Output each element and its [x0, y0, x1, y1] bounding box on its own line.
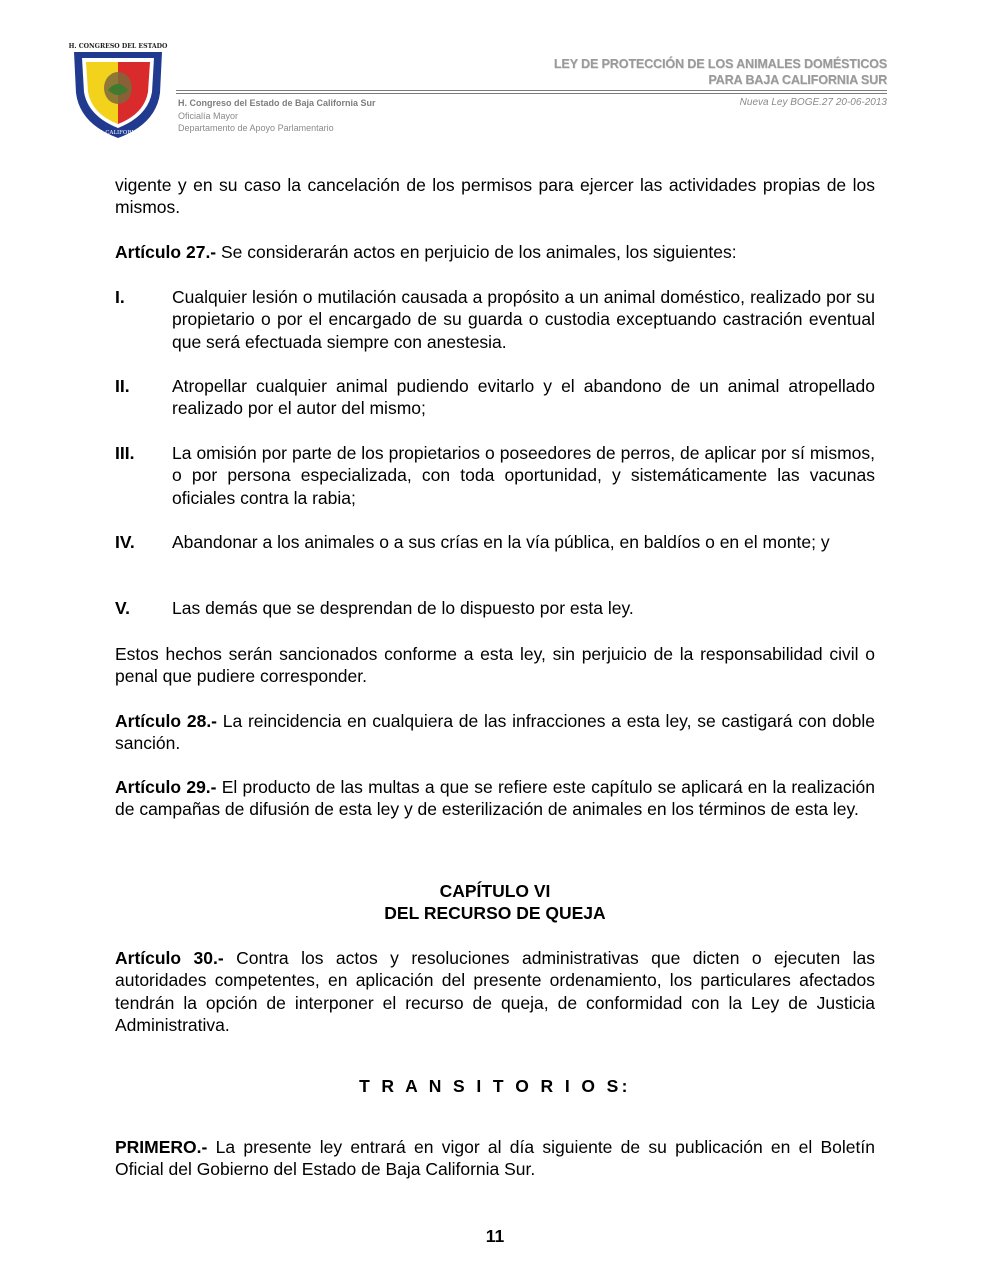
article-29	[115, 776, 875, 821]
article-28-label: Artículo 28.-	[115, 711, 218, 731]
org-office: Oficialía Mayor	[178, 111, 239, 121]
list-item-ii	[115, 375, 875, 420]
article-27-label: Artículo 27.-	[115, 242, 217, 262]
item-number: IV.	[115, 532, 135, 552]
article-27-heading	[115, 241, 875, 263]
primero-label: PRIMERO.-	[115, 1137, 208, 1157]
congress-seal-logo	[68, 38, 168, 142]
item-text: Cualquier lesión o mutilación causada a propósito a un animal doméstico, realizado por su propietario o por el encargado de su guarda o custodia exceptuando castración eventual que será efectuada siempre con anestesia.	[172, 287, 875, 352]
article-28	[115, 710, 875, 755]
list-item-iv	[115, 531, 875, 553]
logo-bottom-text: DE BAJA CALIFORNIA SUR	[79, 130, 157, 136]
org-name: H. Congreso del Estado de Baja California Sur	[178, 98, 376, 108]
article-29-label: Artículo 29.-	[115, 777, 217, 797]
list-item-v	[115, 597, 875, 619]
intro-paragraph: vigente y en su caso la cancelación de los permisos para ejercer las actividades propias de los mismos.	[115, 175, 875, 218]
transitorio-primero	[115, 1136, 875, 1181]
item-text: La omisión por parte de los propietarios o poseedores de perros, de aplicar por sí mismos, o por persona especializada, con toda oportunidad, y sistemáticamente las vacunas oficiales contra la rabia;	[172, 443, 875, 508]
item-number: V.	[115, 598, 130, 618]
article-30	[115, 947, 875, 1036]
transitorios-heading: T R A N S I T O R I O S:	[359, 1076, 631, 1096]
publication-reference: Nueva Ley BOGE.27 20-06-2013	[739, 97, 887, 108]
chapter-title: CAPÍTULO VI	[439, 881, 551, 901]
article-30-label: Artículo 30.-	[115, 948, 224, 968]
article-28-text: La reincidencia en cualquiera de las infracciones a esta ley, se castigará con doble sanción.	[115, 711, 875, 754]
article-30-text: Contra los actos y resoluciones administrativas que dicten o ejecuten las autoridades competentes, en aplicación del presente ordenamiento, los particulares afectados tendrán la opción de interponer el recurso de queja, de conformidad con la Ley de Justicia Administrativa.	[115, 948, 875, 1035]
item-number: III.	[115, 443, 135, 463]
law-title-line1: LEY DE PROTECCIÓN DE LOS ANIMALES DOMÉSTICOS	[553, 57, 887, 71]
item-text: Las demás que se desprendan de lo dispuesto por esta ley.	[172, 598, 634, 618]
header-rule-top	[176, 90, 887, 91]
item-number: I.	[115, 287, 125, 307]
chapter-subtitle: DEL RECURSO DE QUEJA	[384, 903, 606, 923]
logo-top-text: H. CONGRESO DEL ESTADO	[68, 43, 168, 50]
list-item-i	[115, 286, 875, 353]
primero-text: La presente ley entrará en vigor al día siguiente de su publicación en el Boletín Oficial del Gobierno del Estado de Baja California Sur.	[115, 1137, 875, 1180]
law-title-line2: PARA BAJA CALIFORNIA SUR	[708, 73, 887, 87]
article-29-text: El producto de las multas a que se refiere este capítulo se aplicará en la realización de campañas de difusión de esta ley y de esterilización de animales en los términos de esta ley.	[115, 777, 875, 820]
header-rule-bottom	[176, 93, 887, 94]
item-text: Abandonar a los animales o a sus crías en la vía pública, en baldíos o en el monte; y	[172, 532, 830, 552]
list-item-iii	[115, 442, 875, 509]
item-number: II.	[115, 376, 130, 396]
article-27-closing: Estos hechos serán sancionados conforme a esta ley, sin perjuicio de la responsabilidad civil o penal que pudiere corresponder.	[115, 644, 875, 687]
org-department: Departamento de Apoyo Parlamentario	[178, 123, 334, 133]
article-27-text: Se considerarán actos en perjuicio de los animales, los siguientes:	[216, 242, 737, 262]
page-number: 11	[485, 1226, 505, 1246]
item-text: Atropellar cualquier animal pudiendo evitarlo y el abandono de un animal atropellado realizado por el autor del mismo;	[172, 376, 875, 419]
